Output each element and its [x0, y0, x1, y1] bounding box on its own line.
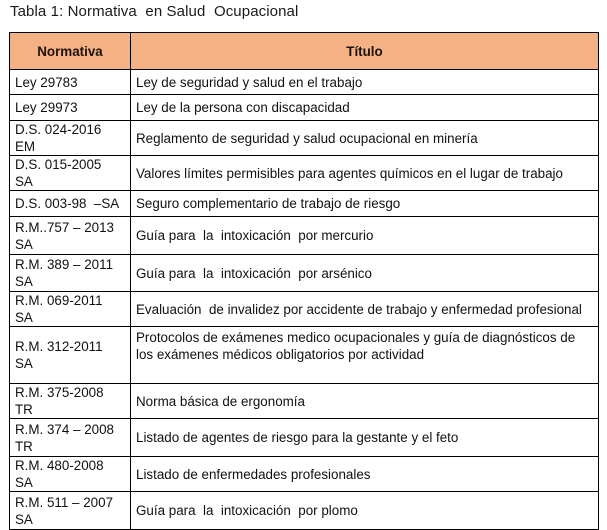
titulo-cell: Guía para la intoxicación por mercurio: [131, 217, 599, 255]
table-row: [10, 255, 599, 292]
table-row: [10, 327, 599, 384]
titulo-cell: Ley de seguridad y salud en el trabajo: [131, 70, 599, 95]
titulo-cell: Guía para la intoxicación por plomo: [131, 492, 599, 530]
titulo-cell: Reglamento de seguridad y salud ocupacional en minería: [131, 121, 599, 156]
normativa-cell: R.M. 375-2008 TR: [10, 384, 131, 419]
normativa-cell: R.M. 389 – 2011 SA: [10, 255, 131, 292]
table-caption: Tabla 1: Normativa en Salud Ocupacional: [10, 3, 299, 20]
normativa-cell: R.M. 312-2011 SA: [10, 327, 131, 384]
table-row: [10, 492, 599, 530]
table-row: [10, 121, 599, 156]
table-row: [10, 95, 599, 121]
normativa-cell: R.M. 480-2008 SA: [10, 457, 131, 492]
normativa-cell: R.M..757 – 2013 SA: [10, 217, 131, 255]
normativa-cell: R.M. 511 – 2007 SA: [10, 492, 131, 530]
table-row: [10, 217, 599, 255]
normativa-cell: Ley 29783: [10, 70, 131, 95]
table-header-row: [10, 33, 599, 70]
table-row: [10, 70, 599, 95]
titulo-cell: Protocolos de exámenes medico ocupacionales y guía de diagnósticos de los exámenes médicos obligatorios por actividad: [131, 327, 599, 384]
titulo-cell: Ley de la persona con discapacidad: [131, 95, 599, 121]
titulo-cell: Listado de enfermedades profesionales: [131, 457, 599, 492]
table-row: [10, 292, 599, 327]
normativa-cell: R.M. 069-2011 SA: [10, 292, 131, 327]
column-header-normativa: Normativa: [10, 33, 131, 70]
normativa-cell: D.S. 003-98 –SA: [10, 191, 131, 217]
titulo-cell: Evaluación de invalidez por accidente de trabajo y enfermedad profesional: [131, 292, 599, 327]
table-row: [10, 419, 599, 457]
normativa-table: [9, 32, 599, 530]
table-row: [10, 191, 599, 217]
titulo-cell: Listado de agentes de riesgo para la gestante y el feto: [131, 419, 599, 457]
table-row: [10, 156, 599, 191]
column-header-titulo: Título: [131, 33, 599, 70]
titulo-cell: Seguro complementario de trabajo de riesgo: [131, 191, 599, 217]
normativa-cell: R.M. 374 – 2008 TR: [10, 419, 131, 457]
normativa-cell: D.S. 024-2016 EM: [10, 121, 131, 156]
titulo-cell: Valores límites permisibles para agentes químicos en el lugar de trabajo: [131, 156, 599, 191]
table-row: [10, 384, 599, 419]
normativa-cell: D.S. 015-2005 SA: [10, 156, 131, 191]
table-row: [10, 457, 599, 492]
normativa-cell: Ley 29973: [10, 95, 131, 121]
titulo-cell: Norma básica de ergonomía: [131, 384, 599, 419]
titulo-cell: Guía para la intoxicación por arsénico: [131, 255, 599, 292]
